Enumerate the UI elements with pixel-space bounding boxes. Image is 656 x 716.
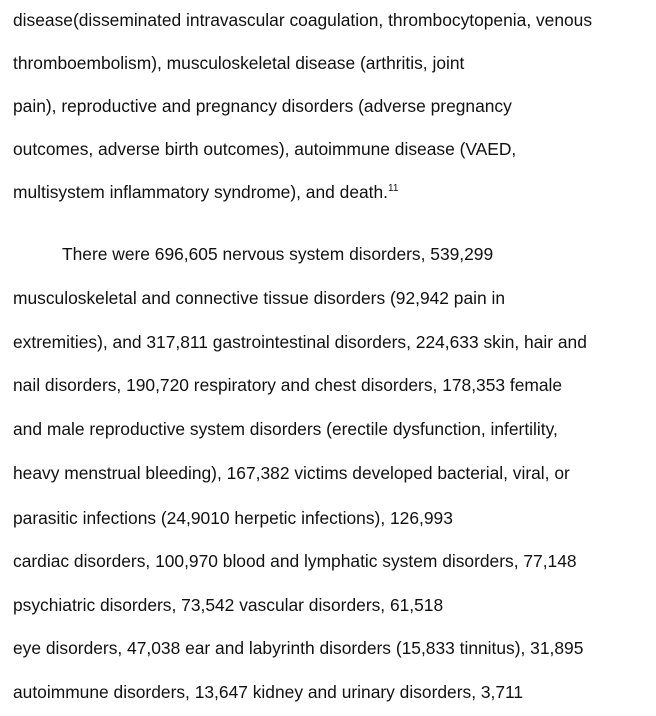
text-line: cardiac disorders, 100,970 blood and lymphatic system disorders, 77,148 bbox=[13, 551, 577, 571]
footnote-reference: 11 bbox=[388, 183, 399, 194]
text-line: parasitic infections (24,9010 herpetic infections), 126,993 bbox=[13, 508, 453, 528]
text-line: disease(disseminated intravascular coagulation, thrombocytopenia, venous bbox=[13, 10, 593, 30]
text-line: extremities), and 317,811 gastrointestinal disorders, 224,633 skin, hair and bbox=[13, 332, 587, 352]
text-line: eye disorders, 47,038 ear and labyrinth disorders (15,833 tinnitus), 31,895 bbox=[13, 638, 584, 658]
text-line: pain), reproductive and pregnancy disorders (adverse pregnancy bbox=[13, 96, 512, 116]
text-line: musculoskeletal and connective tissue disorders (92,942 pain in bbox=[13, 288, 506, 308]
text-line: outcomes, adverse birth outcomes), autoimmune disease (VAED, bbox=[13, 139, 517, 159]
text-line: heavy menstrual bleeding), 167,382 victims developed bacterial, viral, or bbox=[13, 463, 570, 483]
text-line: and male reproductive system disorders (erectile dysfunction, infertility, bbox=[13, 419, 558, 439]
text-line: autoimmune disorders, 13,647 kidney and urinary disorders, 3,711 bbox=[13, 682, 524, 702]
text-line: thromboembolism), musculoskeletal disease (arthritis, joint bbox=[13, 53, 465, 73]
text-run: multisystem inflammatory syndrome), and death. bbox=[13, 182, 389, 202]
text-line: psychiatric disorders, 73,542 vascular disorders, 61,518 bbox=[13, 595, 444, 615]
text-line: nail disorders, 190,720 respiratory and chest disorders, 178,353 female bbox=[13, 375, 563, 395]
text-line bbox=[13, 182, 398, 206]
text-line: There were 696,605 nervous system disorders, 539,299 bbox=[62, 244, 494, 264]
